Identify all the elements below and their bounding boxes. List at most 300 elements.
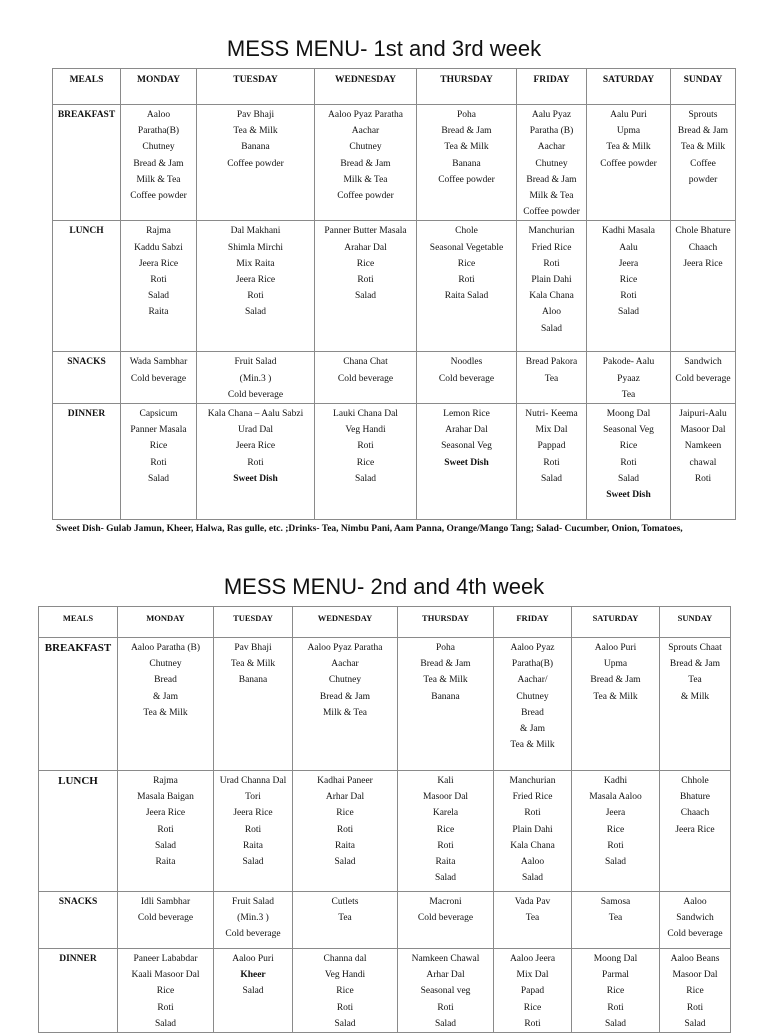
menu-item: Roti <box>247 457 264 468</box>
menu-item: Aaloo Puri <box>594 643 637 653</box>
menu-item: Rice <box>336 986 354 997</box>
column-header-sunday: SUNDAY <box>671 69 736 105</box>
menu-cell <box>118 892 214 949</box>
menu-item: Sweet Dish <box>444 457 489 468</box>
menu-item: Salad <box>434 1018 457 1029</box>
table-row-breakfast <box>39 638 731 771</box>
menu-cell <box>214 638 293 771</box>
menu-item: Cold beverage <box>137 913 194 924</box>
menu-item: Mix Raita <box>236 258 275 269</box>
menu-item: Tea <box>608 913 623 924</box>
menu-item: Sandwich <box>676 913 714 924</box>
menu-cell <box>517 221 587 352</box>
meal-label: LUNCH <box>53 221 121 352</box>
menu-item: Seasonal Veg <box>441 441 492 452</box>
menu-item: Tea & Milk <box>606 142 651 153</box>
menu-item: Tea <box>338 913 352 924</box>
menu-cell <box>121 221 197 352</box>
menu-item: Chutney <box>142 142 175 153</box>
table-header-row <box>39 607 731 638</box>
menu-item: Rice <box>436 824 455 835</box>
menu-item: Chana Chat <box>343 357 388 368</box>
menu-item: Salad <box>684 1018 706 1029</box>
menu-cell <box>572 949 660 1033</box>
menu-cell <box>517 105 587 221</box>
menu-item: Chutney <box>149 659 182 670</box>
menu-item: Aachar <box>331 659 359 670</box>
menu-item: Tea <box>544 373 559 384</box>
menu-item: Rice <box>156 986 175 997</box>
menu-item: Cold beverage <box>417 913 474 924</box>
menu-item: Aalu Pyaz <box>531 110 572 120</box>
menu-item: Raita <box>242 840 264 851</box>
column-header-monday: MONDAY <box>118 607 214 638</box>
menu-item: Coffee powder <box>337 191 394 202</box>
menu-item: Papad <box>520 986 545 997</box>
menu-cell <box>398 771 494 892</box>
menu-item: Jeera <box>605 808 626 819</box>
menu-item: Tea & Milk <box>230 659 276 670</box>
menu-item: Milk & Tea <box>343 174 388 185</box>
menu-item: Capsicum <box>139 409 178 420</box>
menu-item: Coffee powder <box>523 207 580 218</box>
menu-item: Salad <box>154 840 177 851</box>
menu-item: Bread & Jam <box>526 174 577 185</box>
menu-item: Raita <box>155 857 176 868</box>
menu-item: Salad <box>242 857 264 868</box>
menu-item: Aloo <box>542 307 561 318</box>
menu-item: Jeera Rice <box>235 275 276 286</box>
menu-item: Kala Chana <box>529 291 574 302</box>
menu-item: Sprouts Chaat <box>668 643 722 653</box>
menu-item: (Min.3 ) <box>239 373 272 384</box>
menu-item: Chaach <box>688 242 718 253</box>
menu-item: Bread & Jam <box>590 675 641 686</box>
column-header-meals: MEALS <box>39 607 118 638</box>
menu-item: Aachar/ <box>517 675 548 686</box>
menu-item: Salad <box>147 473 170 484</box>
menu-item: Roti <box>150 457 167 468</box>
menu-item: Roti <box>157 1002 174 1013</box>
menu-item: Seasonal Veg <box>603 425 654 436</box>
page-title-week-1-3: MESS MENU- 1st and 3rd week <box>226 36 542 61</box>
menu-item: Sweet Dish <box>606 490 651 501</box>
menu-item: Bhature <box>679 792 711 803</box>
menu-cell <box>494 771 572 892</box>
menu-cell <box>197 352 315 404</box>
menu-item: Kadhi <box>603 776 628 786</box>
menu-cell <box>417 221 517 352</box>
menu-item: Milk & Tea <box>136 174 181 185</box>
menu-item: Manchurian <box>528 226 575 237</box>
menu-item: Dal Makhani <box>230 226 281 237</box>
menu-item: Rice <box>336 808 354 819</box>
menu-item: Aachar <box>351 126 380 137</box>
menu-item: Roti <box>694 473 712 484</box>
menu-item: Cold beverage <box>438 373 495 384</box>
menu-cell <box>494 949 572 1033</box>
table-header-row <box>53 69 736 105</box>
menu-item: Kali <box>437 776 454 786</box>
menu-item: Poha <box>457 110 476 120</box>
menu-item: Roti <box>607 1002 624 1013</box>
menu-item: Salad <box>154 1018 177 1029</box>
menu-item: Roti <box>357 441 374 452</box>
table-row-dinner <box>53 404 736 520</box>
menu-item: Aachar <box>537 142 566 153</box>
menu-item: Roti <box>620 457 637 468</box>
menu-item: Jeera <box>618 258 639 269</box>
menu-item: & Jam <box>519 724 546 735</box>
meal-label: SNACKS <box>53 352 121 404</box>
menu-item: Milk & Tea <box>322 707 368 718</box>
menu-cell <box>197 105 315 221</box>
menu-item: Chole Bhature <box>675 226 731 237</box>
menu-item: Tea & Milk <box>680 142 726 153</box>
menu-item: Rice <box>523 1002 542 1013</box>
table-row-snacks <box>39 892 731 949</box>
menu-item: Macroni <box>429 897 462 907</box>
menu-item: Salad <box>604 1018 627 1029</box>
menu-item: Salad <box>242 986 264 997</box>
menu-item: Bread & Jam <box>133 158 184 169</box>
menu-item: Roti <box>437 840 454 851</box>
table-row-dinner <box>39 949 731 1033</box>
menu-cell <box>293 892 398 949</box>
menu-cell <box>197 221 315 352</box>
menu-item: Cold beverage <box>225 929 281 940</box>
menu-table-week-1-3 <box>52 68 736 520</box>
menu-cell <box>398 638 494 771</box>
menu-item: Roti <box>458 275 475 286</box>
menu-item: Roti <box>524 808 541 819</box>
table-row-snacks <box>53 352 736 404</box>
menu-item: Aaloo <box>146 110 171 120</box>
menu-cell <box>572 771 660 892</box>
menu-item: Urad Channa Dal <box>219 776 287 786</box>
menu-cell <box>494 638 572 771</box>
menu-item: Urad Dal <box>237 425 274 436</box>
menu-item: Jeera Rice <box>145 808 186 819</box>
table-row-lunch <box>39 771 731 892</box>
column-header-tuesday: TUESDAY <box>214 607 293 638</box>
menu-item: Tea & Milk <box>593 691 638 702</box>
menu-item: Paratha(B) <box>137 126 180 137</box>
menu-cell <box>118 638 214 771</box>
column-header-friday: FRIDAY <box>517 69 587 105</box>
column-header-tuesday: TUESDAY <box>197 69 315 105</box>
menu-cell <box>398 892 494 949</box>
menu-item: Kadhi Masala <box>601 226 656 237</box>
menu-item: Jeera Rice <box>138 258 179 269</box>
menu-item: powder <box>688 174 718 185</box>
column-header-saturday: SATURDAY <box>572 607 660 638</box>
menu-item: Bread & Jam <box>420 659 471 670</box>
menu-item: Salad <box>617 307 640 318</box>
menu-cell <box>517 404 587 520</box>
menu-item: Idli Sambhar <box>140 897 191 907</box>
menu-item: Roti <box>150 275 167 286</box>
menu-cell <box>671 404 736 520</box>
menu-item: Roti <box>543 457 560 468</box>
menu-item: Upma <box>603 659 628 670</box>
menu-item: Bread <box>154 675 177 686</box>
menu-item: Cold beverage <box>130 373 187 384</box>
menu-item: Salad <box>354 291 377 302</box>
menu-item: Chhole <box>681 776 709 786</box>
menu-item: Arhar Dal <box>426 970 465 981</box>
menu-item: Salad <box>540 473 563 484</box>
menu-cell <box>197 404 315 520</box>
menu-item: Raita <box>435 857 456 868</box>
menu-item: Kheer <box>240 970 266 981</box>
table-row-lunch <box>53 221 736 352</box>
menu-cell <box>214 771 293 892</box>
menu-item: Aaloo Puri <box>232 954 274 964</box>
menu-item: Vada Pav <box>514 897 551 907</box>
menu-item: Roti <box>524 1018 541 1029</box>
menu-item: Moong Dal <box>606 409 651 420</box>
menu-item: Tori <box>245 792 261 803</box>
column-header-friday: FRIDAY <box>494 607 572 638</box>
menu-item: Roti <box>247 291 264 302</box>
menu-item: Aalu Puri <box>610 110 647 120</box>
menu-item: Aalu <box>619 242 638 253</box>
menu-cell <box>118 949 214 1033</box>
menu-item: Jeera Rice <box>683 258 723 269</box>
menu-item: Tea & Milk <box>233 126 278 137</box>
menu-item: Bread & Jam <box>441 126 492 137</box>
menu-cell <box>121 352 197 404</box>
menu-cell <box>660 892 731 949</box>
menu-item: Roti <box>336 1002 354 1013</box>
menu-item: Tea & Milk <box>510 740 555 751</box>
menu-item: Mix Dal <box>535 425 568 436</box>
menu-item: Namkeen Chawal <box>411 954 480 964</box>
menu-cell <box>671 105 736 221</box>
menu-item: Namkeen <box>684 441 722 452</box>
menu-item: Plain Dahi <box>512 824 553 835</box>
column-header-thursday: THURSDAY <box>398 607 494 638</box>
menu-cell <box>315 352 417 404</box>
menu-item: Roti <box>437 1002 454 1013</box>
menu-cell <box>517 352 587 404</box>
menu-item: Salad <box>617 473 640 484</box>
menu-item: Sweet Dish <box>233 473 278 484</box>
menu-cell <box>417 404 517 520</box>
menu-item: Channa dal <box>323 954 367 964</box>
menu-cell <box>293 949 398 1033</box>
menu-item: Banana <box>238 675 268 686</box>
menu-item: Parmal <box>602 970 629 981</box>
menu-item: Coffee <box>690 158 716 169</box>
menu-item: Aaloo <box>520 857 545 868</box>
menu-item: Karela <box>432 808 459 819</box>
menu-item: Bread & Jam <box>340 158 391 169</box>
menu-item: Paratha(B) <box>511 659 554 670</box>
column-header-sunday: SUNDAY <box>660 607 731 638</box>
menu-item: Lemon Rice <box>443 409 490 420</box>
menu-item: Raita <box>334 840 356 851</box>
menu-item: Paratha (B) <box>529 126 574 137</box>
menu-item: Chole <box>455 226 478 237</box>
menu-item: Chutney <box>516 691 549 702</box>
menu-item: Chaach <box>680 808 710 819</box>
menu-item: Aaloo <box>683 897 707 907</box>
menu-item: Arhar Dal <box>325 792 365 803</box>
menu-cell <box>293 638 398 771</box>
menu-item: Paneer Lababdar <box>133 954 198 964</box>
menu-item: Rice <box>606 824 625 835</box>
menu-item: Fried Rice <box>531 242 572 253</box>
page-title-week-2-4: MESS MENU- 2nd and 4th week <box>223 574 545 599</box>
menu-item: Rice <box>619 441 638 452</box>
meal-label: SNACKS <box>39 892 118 949</box>
menu-item: Raita Salad <box>444 291 489 302</box>
menu-item: Salad <box>521 873 544 884</box>
menu-cell <box>587 404 671 520</box>
meal-label: DINNER <box>53 404 121 520</box>
menu-item: Rice <box>619 275 638 286</box>
menu-item: Raita <box>148 307 169 318</box>
menu-cell <box>315 221 417 352</box>
menu-item: Moong Dal <box>593 954 638 964</box>
menu-cell <box>587 105 671 221</box>
menu-item: Coffee powder <box>438 174 495 185</box>
menu-item: Veg Handi <box>324 970 366 981</box>
menu-item: Rice <box>149 441 168 452</box>
menu-item: Tea & Milk <box>444 142 489 153</box>
column-header-wednesday: WEDNESDAY <box>293 607 398 638</box>
menu-cell <box>214 892 293 949</box>
meal-label: LUNCH <box>39 771 118 892</box>
menu-item: Samosa <box>600 897 631 907</box>
menu-item: Masoor Dal <box>422 792 469 803</box>
menu-item: Fruit Salad <box>232 897 274 907</box>
menu-item: Pakode- Aalu <box>602 357 655 368</box>
menu-cell <box>398 949 494 1033</box>
menu-item: Rice <box>356 258 375 269</box>
menu-item: Plain Dahi <box>531 275 572 286</box>
menu-item: Pappad <box>537 441 566 452</box>
menu-item: Coffee powder <box>130 191 187 202</box>
menu-item: Kaddu Sabzi <box>134 242 183 253</box>
menu-item: Bread Pakora <box>525 357 578 368</box>
menu-item: Coffee powder <box>600 158 657 169</box>
menu-item: Poha <box>436 643 455 653</box>
table-row-breakfast <box>53 105 736 221</box>
menu-item: Chutney <box>535 158 568 169</box>
menu-item: Milk & Tea <box>529 191 574 202</box>
menu-item: Rajma <box>153 776 178 786</box>
column-header-saturday: SATURDAY <box>587 69 671 105</box>
menu-cell <box>660 949 731 1033</box>
menu-item: Wada Sambhar <box>129 357 188 368</box>
menu-item: Noodles <box>450 357 483 368</box>
menu-item: Salad <box>540 323 563 334</box>
menu-item: Pav Bhaji <box>236 110 275 120</box>
menu-cell <box>417 105 517 221</box>
menu-item: Salad <box>604 857 627 868</box>
menu-item: Banana <box>241 142 270 153</box>
menu-cell <box>572 638 660 771</box>
menu-item: Mix Dal <box>516 970 549 981</box>
menu-item: Rice <box>686 986 704 997</box>
menu-item: & Milk <box>680 691 710 702</box>
menu-item: Jaipuri-Aalu <box>679 409 727 420</box>
menu-item: Salad <box>147 291 170 302</box>
menu-item: Fried Rice <box>512 792 553 803</box>
menu-item: Seasonal veg <box>420 986 471 997</box>
menu-item: Aaloo Pyaz Paratha <box>307 643 383 653</box>
column-header-thursday: THURSDAY <box>417 69 517 105</box>
menu-item: Roti <box>157 824 174 835</box>
menu-item: Veg Handi <box>345 425 386 436</box>
menu-item: Panner Butter Masala <box>324 226 407 237</box>
menu-item: Roti <box>686 1002 704 1013</box>
menu-item: & Jam <box>152 691 179 702</box>
menu-item: Roti <box>543 258 560 269</box>
menu-item: Banana <box>431 691 460 702</box>
menu-cell <box>660 638 731 771</box>
meal-label: DINNER <box>39 949 118 1033</box>
menu-item: Manchurian <box>509 776 556 786</box>
menu-item: Jeera Rice <box>233 808 273 819</box>
menu-cell <box>118 771 214 892</box>
menu-cell <box>660 771 731 892</box>
menu-item: Roti <box>607 840 624 851</box>
column-header-wednesday: WEDNESDAY <box>315 69 417 105</box>
menu-item: Masala Aaloo <box>589 792 642 803</box>
menu-item: Kala Chana – Aalu Sabzi <box>207 409 304 420</box>
menu-item: Roti <box>336 824 354 835</box>
menu-item: Salad <box>354 473 377 484</box>
menu-item: Chutney <box>328 675 362 686</box>
menu-item: Rajma <box>146 226 171 237</box>
menu-item: Aaloo Beans <box>670 954 720 964</box>
menu-item: Upma <box>616 126 641 137</box>
menu-item: Salad <box>334 1018 356 1029</box>
menu-cell <box>572 892 660 949</box>
menu-item: Shimla Mirchi <box>227 242 284 253</box>
menu-item: Masala Baigan <box>137 792 194 803</box>
menu-item: Rice <box>356 457 375 468</box>
menu-item: Rice <box>457 258 476 269</box>
column-header-monday: MONDAY <box>121 69 197 105</box>
menu-item: Banana <box>452 158 481 169</box>
menu-item: Kala Chana <box>510 840 555 851</box>
menu-item: Pyaaz <box>617 373 640 384</box>
menu-item: Bread & Jam <box>669 659 721 670</box>
menu-item: Lauki Chana Dal <box>333 409 398 420</box>
menu-item: Sprouts <box>688 110 718 120</box>
menu-cell <box>315 105 417 221</box>
menu-item: Pav Bhaji <box>234 643 272 653</box>
menu-item: Salad <box>434 873 457 884</box>
menu-item: Bread & Jam <box>319 691 371 702</box>
menu-cell <box>671 352 736 404</box>
menu-cell <box>671 221 736 352</box>
menu-item: Tea <box>525 913 540 924</box>
menu-item: Roti <box>357 275 374 286</box>
menu-item: (Min.3 ) <box>237 913 269 924</box>
menu-cell <box>121 404 197 520</box>
menu-item: Chutney <box>349 142 382 153</box>
menu-item: Cold beverage <box>675 373 731 384</box>
menu-item: Salad <box>244 307 267 318</box>
menu-item: Arahar Dal <box>445 425 488 436</box>
menu-cell <box>494 892 572 949</box>
